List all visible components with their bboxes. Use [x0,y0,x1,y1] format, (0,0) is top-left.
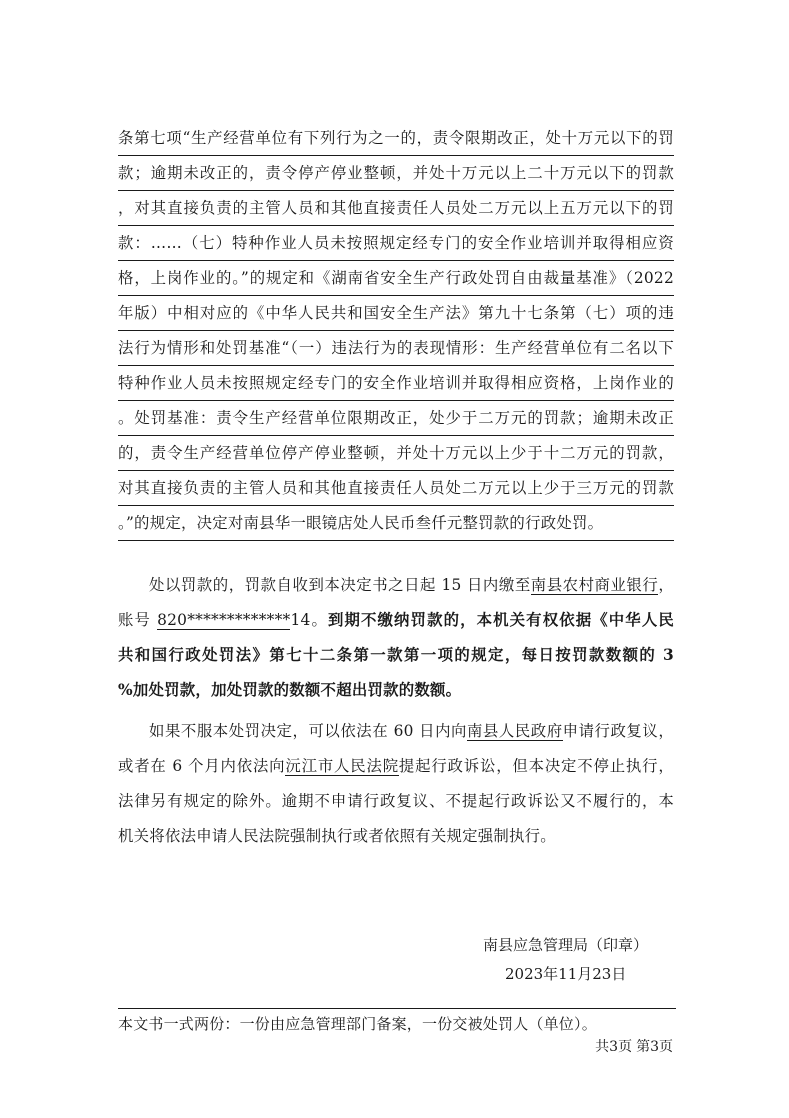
appeal-paragraph [118,714,674,854]
legal-basis-line: ，对其直接负责的主管人员和其他直接责任人员处二万元以上五万元以下的罚 [118,191,674,226]
legal-basis-line: 特种作业人员未按照规定经专门的安全作业培训并取得相应资格，上岗作业的 [118,366,674,401]
review-authority: 南县人民政府 [466,722,563,740]
issuing-authority: 南县应急管理局（印章） [483,936,649,954]
appeal-text: 提起行政诉讼，但本决定不停止执行， [398,757,674,775]
appeal-text: 或者在 6 个月内依法向 [118,757,286,775]
legal-basis-line: 年版）中相对应的《中华人民共和国安全生产法》第九十七条第（七）项的违 [118,296,674,331]
legal-basis-line: 法行为情形和处罚基准“（一）违法行为的表现情形：生产经营单位有二名以下 [118,331,674,366]
payment-line-3: 共和国行政处罚法》第七十二条第一款第一项的规定，每日按罚款数额的 3 [118,646,674,664]
payment-paragraph [118,568,674,708]
account-suffix: 14。 [290,611,328,629]
footer-divider [118,1008,676,1009]
appeal-text: 如果不服本处罚决定，可以依法在 60 日内向 [149,722,467,740]
appeal-line-4: 机关将依法申请人民法院强制执行或者依照有关规定强制执行。 [118,827,556,845]
appeal-line-2 [118,749,674,784]
late-penalty-text: 到期不缴纳罚款的，本机关有权依据《中华人民 [327,611,674,629]
total-pages: 共3页 [595,1039,633,1055]
legal-basis-line: 对其直接负责的主管人员和其他直接责任人员处二万元以上少于三万元的罚款 [118,471,674,506]
legal-basis-line: 格，上岗作业的。”的规定和《湖南省安全生产行政处罚自由裁量基准》（2022 [118,261,674,296]
payment-line-1 [118,568,674,603]
legal-basis-line: 条第七项“生产经营单位有下列行为之一的，责令限期改正，处十万元以下的罚 [118,121,674,156]
account-label: 账号 [118,611,158,629]
court-name: 沅江市人民法院 [285,757,399,775]
legal-basis-line: 。处罚基准：责令生产经营单位限期改正，处少于二万元的罚款；逾期未改正 [118,401,674,436]
payment-text: 处以罚款的，罚款自收到本决定书之日起 15 日内缴至 [149,576,531,594]
payment-line-4: %加处罚款，加处罚款的数额不超出罚款的数额。 [118,681,462,699]
account-number: 820************* [157,611,291,629]
page-counter [591,1036,673,1056]
footer-note: 本文书一式两份：一份由应急管理部门备案，一份交被处罚人（单位）。 [118,1015,597,1033]
payment-line-2 [118,603,674,638]
legal-basis-line: 的，责令生产经营单位停产停业整顿，并处十万元以上少于十二万元的罚款， [118,436,674,471]
payment-text: ， [658,576,674,594]
legal-basis-line: 款；逾期未改正的，责令停产停业整顿，并处十万元以上二十万元以下的罚款 [118,156,674,191]
appeal-line-1 [118,714,674,749]
legal-basis-paragraph [118,121,674,541]
issue-date: 2023年11月23日 [505,965,627,983]
bank-name: 南县农村商业银行 [530,576,659,594]
current-page: 第3页 [636,1039,673,1055]
appeal-line-3: 法律另有规定的除外。逾期不申请行政复议、不提起行政诉讼又不履行的，本 [118,792,674,810]
legal-basis-line: 款：……（七）特种作业人员未按照规定经专门的安全作业培训并取得相应资 [118,226,674,261]
appeal-text: 申请行政复议， [562,722,674,740]
legal-basis-line-last: 。”的规定，决定对南县华一眼镜店处人民币叁仟元整罚款的行政处罚。 [118,506,674,541]
